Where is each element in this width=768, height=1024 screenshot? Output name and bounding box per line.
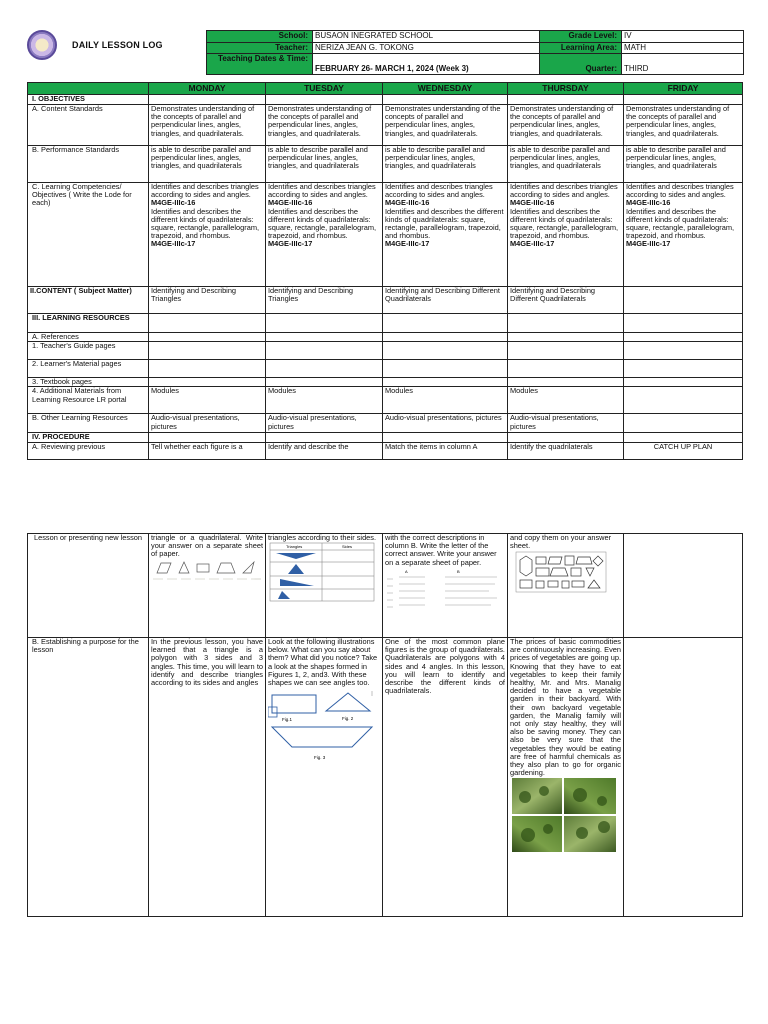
am-thursday: Modules: [508, 387, 624, 414]
garden-photo-2: [564, 778, 616, 814]
school-value: BUSAON INEGRATED SCHOOL: [313, 31, 540, 43]
pres-wednesday: [383, 534, 508, 638]
rev-wednesday: Match the items in column A: [383, 442, 508, 459]
lesson-log-table-continued: [27, 533, 743, 917]
performance-standards-label: B. Performance Standards: [28, 146, 149, 183]
tri-table-head-1: Triangles: [286, 544, 303, 550]
content-tuesday: Identifying and Describing Triangles: [266, 287, 383, 314]
cs-thursday: Demonstrates understanding of the concepts of parallel and perpendicular lines, angles, triangles, and quadrilaterals.: [508, 105, 624, 146]
olr-thursday: Audio-visual presentations, pictures: [508, 414, 624, 433]
rev-tuesday: Identify and describe the: [266, 442, 383, 459]
other-resources-label: B. Other Learning Resources: [28, 414, 149, 433]
garden-photo-3: [512, 816, 562, 852]
header-table: [206, 30, 744, 75]
pres-tuesday: [266, 534, 383, 638]
pres-monday-text: triangle or a quadrilateral. Write your answer on a separate sheet of paper.: [151, 533, 263, 559]
area-value: MATH: [622, 42, 744, 54]
content-thursday: Identifying and Describing Different Quadrilaterals: [508, 287, 624, 314]
triangle-sides-table-figure: [268, 542, 378, 602]
lesson-log-table: [27, 82, 743, 460]
learners-material-label: 2. Learner's Material pages: [28, 360, 149, 378]
pres-thursday-text: and copy them on your answer sheet.: [510, 533, 612, 551]
cs-tuesday: Demonstrates understanding of the concepts of parallel and perpendicular lines, angles, triangles, and quadrilaterals.: [266, 105, 383, 146]
cs-monday: Demonstrates understanding of the concepts of parallel and perpendicular lines, angles, triangles, and quadrilaterals.: [149, 105, 266, 146]
purp-wednesday: One of the most common plane figures is the group of quadrilaterals. Quadrilaterals are polygons with 4 sides and 4 angles. In this lesson, you will learn to identify and describe the different kinds of quadrilaterals.: [383, 638, 508, 917]
tri-table-head-2: Sides: [342, 544, 353, 550]
garden-photo-4: [564, 816, 616, 852]
purp-thursday: [508, 638, 624, 917]
lc-tuesday: Identifies and describes triangles according to sides and angles. M4GE-IIIc-16 Identifies and describes the different kinds of quadrilaterals: square, rectangle, parallelogram, trapezoid, and rhombus. M4GE-IIIc-17: [266, 183, 383, 287]
purpose-label: B. Establishing a purpose for the lesson: [28, 638, 149, 917]
olr-tuesday: Audio-visual presentations, pictures: [266, 414, 383, 433]
day-tuesday: TUESDAY: [266, 83, 383, 95]
pres-tuesday-text: triangles according to their sides.: [268, 533, 377, 542]
pres-monday: [149, 534, 266, 638]
content-monday: Identifying and Describing Triangles: [149, 287, 266, 314]
cs-wednesday: Demonstrates understanding of the concepts of parallel and perpendicular lines, angles, triangles, and quadrilaterals.: [383, 105, 508, 146]
purp-thursday-text: The prices of basic commodities are continuously increasing. Even prices of vegetables are going up. Knowing that they have to eat vegetables to keep their family healthy, Mr. and Mrs. Manalig decided to have a vegetable garden in their backyard. With their own backyard vegetable garden, the Manalig family will not only stay healthy, they will also be saving money. They can also be very sure that the vegetables they would be eating are free of harmful chemicals as they also plan to go for organic gardening.: [510, 637, 621, 778]
figures-1-2-3-illustration: [268, 687, 380, 787]
lc-friday: Identifies and describes triangles according to sides and angles. M4GE-IIIc-16 Identifies and describes the different kinds of quadrilaterals: square, rectangle, parallelogram, trapezoid, and rhombus. M4GE-IIIc-17: [624, 183, 743, 287]
purp-tuesday-text: Look at the following illustrations below. What can you say about them? What did you notice? Take a look at the shapes formed in Figures 1, 2, and3. With these shapes we can see angles too.: [268, 637, 378, 688]
grade-label: Grade Level:: [540, 31, 622, 43]
rev-monday: Tell whether each figure is a: [149, 442, 266, 459]
content-standards-label: A. Content Standards: [28, 105, 149, 146]
rev-friday: CATCH UP PLAN: [624, 442, 743, 459]
vegetable-garden-photos: [510, 777, 620, 853]
cs-friday: Demonstrates understanding of the concepts of parallel and perpendicular lines, angles, triangles, and quadrilaterals.: [624, 105, 743, 146]
matching-columns-figure: [385, 567, 505, 613]
area-label: Learning Area:: [540, 42, 622, 54]
content-label: II.CONTENT ( Subject Matter): [28, 287, 149, 314]
teacher-label: Teacher:: [207, 42, 313, 54]
dates-label: Teaching Dates & Time:: [207, 54, 313, 75]
purp-tuesday: [266, 638, 383, 917]
pres-wednesday-text: with the correct descriptions in column B. Write the letter of the correct answer. Write your answer on a separate sheet of paper.: [385, 533, 497, 567]
corner-cell: [28, 83, 149, 95]
fig2-label: Fig. 2: [342, 716, 354, 722]
teachers-guide-label: 1. Teacher's Guide pages: [28, 342, 149, 360]
fig1-label: Fig.1: [282, 717, 293, 723]
teacher-value: NERIZA JEAN G. TOKONG: [313, 42, 540, 54]
ps-monday: is able to describe parallel and perpendicular lines, angles, triangles, and quadrilaterals: [149, 146, 266, 183]
am-wednesday: Modules: [383, 387, 508, 414]
olr-wednesday: Audio-visual presentations, pictures: [383, 414, 508, 433]
objectives-heading: I. OBJECTIVES: [28, 95, 149, 105]
am-tuesday: Modules: [266, 387, 383, 414]
grade-value: IV: [622, 31, 744, 43]
content-wednesday: Identifying and Describing Different Quadrilaterals: [383, 287, 508, 314]
shapes-strip-figure: [151, 559, 263, 581]
rev-thursday: Identify the quadrilaterals: [508, 442, 624, 459]
deped-seal-logo: [27, 30, 57, 60]
day-monday: MONDAY: [149, 83, 266, 95]
competencies-label: C. Learning Competencies/ Objectives ( Write the Lode for each): [28, 183, 149, 287]
doc-title: DAILY LESSON LOG: [72, 40, 163, 50]
school-label: School:: [207, 31, 313, 43]
quarter-value: THIRD: [622, 54, 744, 75]
match-col-b: B: [457, 568, 460, 574]
quadrilaterals-sheet-figure: [510, 550, 610, 594]
day-wednesday: WEDNESDAY: [383, 83, 508, 95]
ps-thursday: is able to describe parallel and perpendicular lines, angles, triangles, and quadrilaterals: [508, 146, 624, 183]
lc-thursday: Identifies and describes triangles according to sides and angles. M4GE-IIIc-16 Identifies and describes the different kinds of quadrilaterals: square, rectangle, parallelogram, trapezoid, and rhombus. M4GE-IIIc-17: [508, 183, 624, 287]
match-col-a: A: [405, 568, 408, 574]
ps-tuesday: is able to describe parallel and perpendicular lines, angles, triangles, and quadrilaterals: [266, 146, 383, 183]
pres-thursday: [508, 534, 624, 638]
dates-value: FEBRUARY 26- MARCH 1, 2024 (Week 3): [313, 54, 540, 75]
additional-materials-label: 4. Additional Materials from Learning Resource LR portal: [28, 387, 149, 414]
day-friday: FRIDAY: [624, 83, 743, 95]
quarter-label: Quarter:: [540, 54, 622, 75]
procedure-heading: IV. PROCEDURE: [28, 433, 149, 442]
ps-friday: is able to describe parallel and perpendicular lines, angles, triangles, and quadrilaterals: [624, 146, 743, 183]
textbook-label: 3. Textbook pages: [28, 378, 149, 387]
learning-resources-label: III. LEARNING RESOURCES: [28, 314, 149, 333]
lc-wednesday: Identifies and describes triangles according to sides and angles. M4GE-IIIc-16 Identifies and describes the different kinds of quadrilaterals: square, rectangle, parallelogram, trapezoid, and rhombus. M4GE-IIIc-17: [383, 183, 508, 287]
reviewing-label: A. Reviewing previous: [28, 442, 149, 459]
presenting-label: Lesson or presenting new lesson: [28, 534, 149, 638]
am-monday: Modules: [149, 387, 266, 414]
purp-monday: In the previous lesson, you have learned that a triangle is a polygon with 3 sides and 3 angles. This time, you will learn to identify and describe triangles according to its sides and angles: [149, 638, 266, 917]
lc-monday: Identifies and describes triangles according to sides and angles. M4GE-IIIc-16 Identifies and describes the different kinds of quadrilaterals: square, rectangle, parallelogram, trapezoid, and rhombus. M4GE-IIIc-17: [149, 183, 266, 287]
fig3-label: Fig. 3: [314, 755, 326, 761]
day-thursday: THURSDAY: [508, 83, 624, 95]
ps-wednesday: is able to describe parallel and perpendicular lines, angles, triangles, and quadrilaterals: [383, 146, 508, 183]
olr-monday: Audio-visual presentations, pictures: [149, 414, 266, 433]
references-label: A. References: [28, 333, 149, 342]
